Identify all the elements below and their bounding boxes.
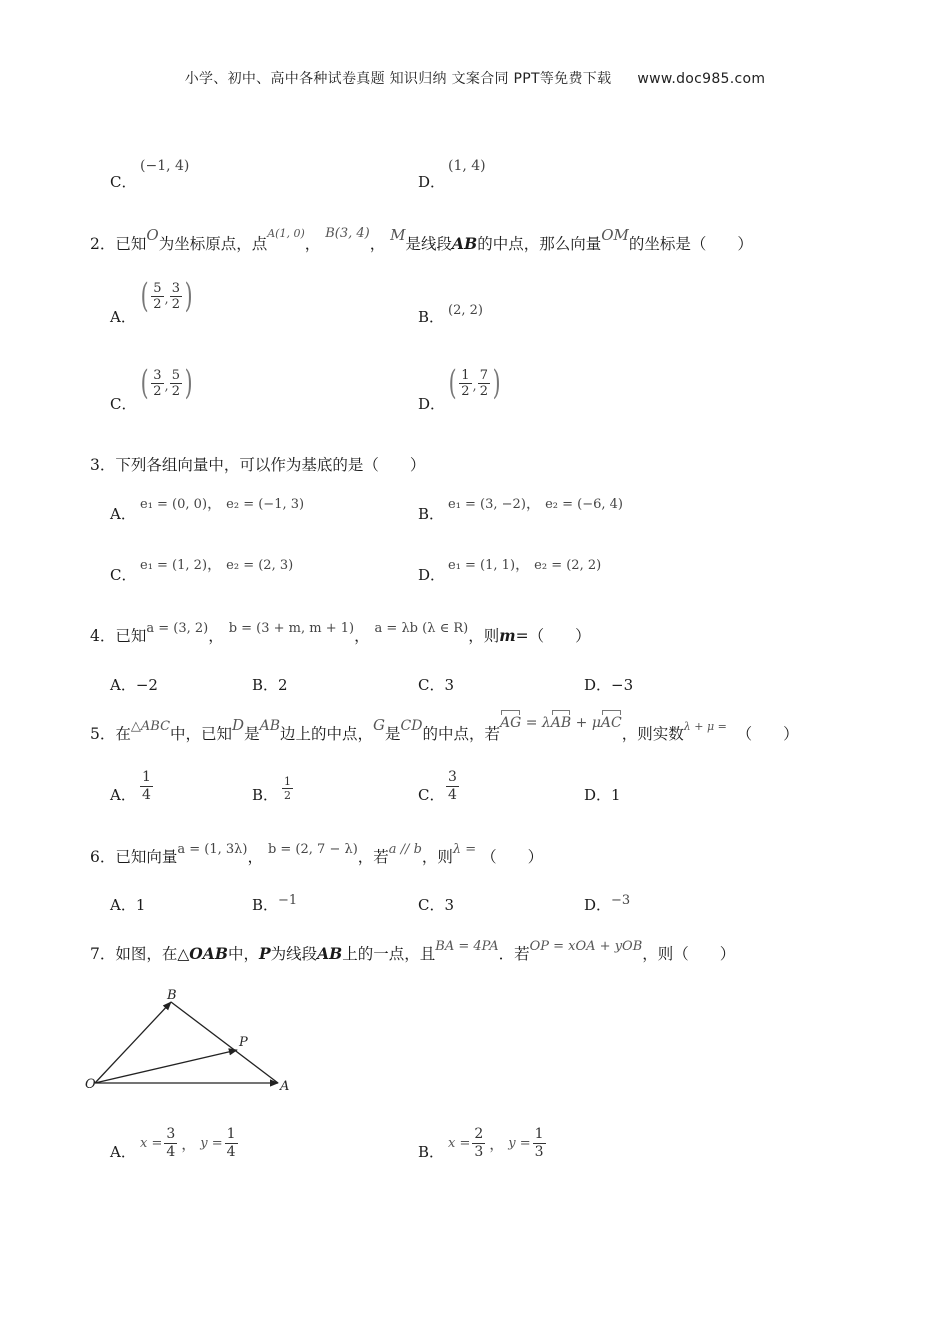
q7-label-p: P <box>239 1035 248 1050</box>
q6-comma: ， <box>247 848 264 866</box>
q3-option-b-label[interactable]: B． <box>418 505 445 523</box>
q7-a-xn: 3 <box>166 1126 176 1142</box>
q5-lambda-mu: λ + μ = <box>683 720 727 733</box>
q7-b-y: y = <box>508 1136 531 1151</box>
q2-option-b-label[interactable]: B． <box>418 308 445 326</box>
q4-vector-a: a = (3, 2) <box>146 621 209 636</box>
q4-m: m <box>499 626 516 645</box>
q6-a-value: 1 <box>135 896 146 914</box>
q4-d-label: D． <box>584 676 612 694</box>
q2-text-1: 已知 <box>115 235 147 253</box>
q5-triangle: △ABC <box>130 719 171 734</box>
q2-a-num-2: 3 <box>171 280 180 296</box>
q7-segment-ab-line <box>171 1002 278 1083</box>
q3-d-e2: e₂ = (2, 2) <box>534 558 602 573</box>
q5-segment-ab: AB <box>259 718 280 734</box>
q6-text-2: ，若 <box>357 848 389 866</box>
q6-vector-b: b = (2, 7 − λ) <box>267 842 358 857</box>
q7-a-y: y = <box>200 1136 223 1151</box>
q6-text-3: ，则 <box>421 848 453 866</box>
q3-a-comma: ， <box>207 494 223 512</box>
q5-vector-ab: AB <box>550 715 572 731</box>
q5-option-b-label[interactable]: B． <box>252 786 279 804</box>
q5-segment-cd: CD <box>400 718 423 734</box>
q3-option-c-value <box>140 553 293 574</box>
q3-option-d-value <box>448 553 601 574</box>
q7-a-xd: 4 <box>166 1144 176 1160</box>
q5-text-2: 中，已知 <box>170 725 233 743</box>
q5-text-8: （ ） <box>736 725 799 743</box>
q2-comma-2: ， <box>369 235 386 253</box>
q3-option-d-label[interactable]: D． <box>418 566 446 584</box>
q5-vector-ag: AG <box>499 715 522 731</box>
q7-label-o: O <box>85 1077 96 1092</box>
q2-option-a-label[interactable]: A． <box>110 308 136 326</box>
q4-text-2: ，则 <box>468 627 500 645</box>
q5-a-num: 1 <box>142 769 151 785</box>
q5-option-a-value <box>140 769 153 804</box>
q6-parallel: a // b <box>388 842 422 857</box>
q7-vector-ob <box>95 1002 171 1083</box>
q6-a-label: A． <box>110 896 136 914</box>
q2-d-num-1: 1 <box>461 367 470 383</box>
q2-text-5: 的坐标是（ ） <box>628 235 753 253</box>
q5-point-d: D <box>232 716 245 734</box>
q5-text-4: 边上的中点， <box>280 725 374 743</box>
q4-b-value: 2 <box>278 676 288 694</box>
q4-d-value: −3 <box>611 676 634 694</box>
q7-text-2: 中， <box>227 945 259 963</box>
q7-label-a: A <box>280 1079 290 1094</box>
q7-vector-op <box>95 1050 237 1083</box>
q6-d-value: −3 <box>611 893 631 908</box>
q4-text-3: =（ ） <box>515 627 591 645</box>
q7-option-b-value <box>448 1126 546 1161</box>
q6-c-label: C． <box>418 896 445 914</box>
q2-point-a: A(1, 0) <box>267 227 305 240</box>
q2-option-d-label[interactable]: D． <box>418 395 446 413</box>
q2-text-2: 为坐标原点，点 <box>158 235 268 253</box>
header-site-link[interactable]: www.doc985.com <box>637 71 766 87</box>
q3-c-comma: ， <box>207 555 223 573</box>
q3-a-e2: e₂ = (−1, 3) <box>226 497 305 512</box>
q2-number: 2． <box>90 235 116 253</box>
q7-segment-ab: AB <box>317 944 343 963</box>
q2-option-c-label[interactable]: C． <box>110 395 137 413</box>
q2-option-c-value: ( $\frac{3}{2}$ , $\frac{5}{2}$ ) <box>140 363 193 403</box>
q4-vector-b: b = (3 + m, m + 1) <box>228 621 355 636</box>
q7-option-a-value <box>140 1126 238 1161</box>
q4-option-b[interactable] <box>252 674 288 695</box>
q7-number: 7． <box>90 945 116 963</box>
q1-option-d-label[interactable]: D． <box>418 173 446 191</box>
q6-number: 6． <box>90 848 116 866</box>
q2-vector-om: OM <box>601 226 629 244</box>
q1-option-c-label[interactable]: C． <box>110 173 137 191</box>
q7-b-comma: ， <box>489 1135 505 1153</box>
q4-a-value: −2 <box>135 676 158 694</box>
q2-a-den-2: 2 <box>171 296 180 312</box>
q3-d-comma: ， <box>515 555 531 573</box>
q7-text-4: 上的一点，且 <box>342 945 436 963</box>
q2-text-3: 是线段 <box>405 235 453 253</box>
q5-c-num: 3 <box>448 769 457 785</box>
q3-stem <box>90 453 425 475</box>
q2-text-4: 的中点，那么向量 <box>477 235 602 253</box>
q2-point-b: B(3, 4) <box>325 226 370 241</box>
q5-d-label: D． <box>584 786 612 804</box>
q1-option-d-value: (1, 4) <box>448 158 486 174</box>
q2-stem <box>90 226 753 254</box>
q3-option-a-label[interactable]: A． <box>110 505 136 523</box>
q4-relation: a = λb (λ ∈ R) <box>374 621 469 636</box>
q6-d-label: D． <box>584 896 612 914</box>
q2-c-num-1: 3 <box>153 367 162 383</box>
q5-plus: + μ <box>571 715 601 731</box>
q6-option-b[interactable] <box>252 894 297 915</box>
page-header <box>0 68 950 88</box>
q3-b-e1: e₁ = (3, −2) <box>448 497 526 512</box>
q2-a-den-1: 2 <box>153 296 162 312</box>
q5-b-den: 2 <box>284 789 291 802</box>
q5-option-b-value <box>282 775 293 802</box>
q2-d-num-2: 7 <box>479 367 488 383</box>
q7-vector-equation: OP = xOA + yOB <box>529 939 643 954</box>
q3-number: 3． <box>90 456 116 474</box>
q5-option-d[interactable] <box>584 784 621 805</box>
q5-stem <box>90 715 799 744</box>
q6-b-value: −1 <box>278 893 298 908</box>
q3-option-b-value <box>448 492 623 513</box>
q7-a-x: x = <box>140 1136 163 1151</box>
q7-a-yd: 4 <box>226 1144 236 1160</box>
q2-a-num-1: 5 <box>153 280 162 296</box>
q7-a-comma: ， <box>181 1135 197 1153</box>
q5-option-a-label[interactable]: A． <box>110 786 136 804</box>
q7-option-b-label[interactable]: B． <box>418 1143 445 1161</box>
q2-option-d-value: ( $\frac{1}{2}$ , $\frac{7}{2}$ ) <box>448 363 501 403</box>
q5-eq: = λ <box>521 715 551 731</box>
q1-option-c-value: (−1, 4) <box>140 158 190 174</box>
q6-vector-a: a = (1, 3λ) <box>177 842 248 857</box>
q5-text-1: 在 <box>115 725 131 743</box>
q4-text-1: 已知 <box>115 627 147 645</box>
q3-c-e2: e₂ = (2, 3) <box>226 558 294 573</box>
q4-a-label: A． <box>110 676 136 694</box>
q7-point-p: P <box>258 944 271 963</box>
q4-number: 4． <box>90 627 116 645</box>
q2-option-a-value: ( $\frac{5}{2}$ , $\frac{3}{2}$ ) <box>140 276 193 316</box>
q3-b-comma: ， <box>525 494 541 512</box>
q4-c-value: 3 <box>444 676 455 694</box>
q3-c-e1: e₁ = (1, 2) <box>140 558 208 573</box>
q2-point-m: M <box>390 226 406 244</box>
q2-c-den-2: 2 <box>171 383 180 399</box>
q7-b-yd: 3 <box>534 1144 544 1160</box>
q6-c-value: 3 <box>444 896 455 914</box>
q6-option-a[interactable] <box>110 894 145 915</box>
q2-c-den-1: 2 <box>153 383 162 399</box>
q7-relation: BA = 4PA <box>435 939 499 954</box>
q7-text-3: 为线段 <box>270 945 318 963</box>
q7-label-b: B <box>167 988 177 1003</box>
q7-option-a-label[interactable]: A． <box>110 1143 136 1161</box>
q3-d-e1: e₁ = (1, 1) <box>448 558 516 573</box>
q5-text-3: 是 <box>244 725 260 743</box>
q3-option-a-value <box>140 492 304 513</box>
q2-point-o: O <box>146 226 159 244</box>
q7-triangle-oab: OAB <box>189 944 228 963</box>
q2-d-den-2: 2 <box>479 383 488 399</box>
q7-b-xd: 3 <box>474 1144 484 1160</box>
q6-option-c[interactable] <box>418 894 454 915</box>
q5-vector-equation <box>500 715 622 731</box>
q2-comma-1: ， <box>304 235 321 253</box>
q7-a-yn: 1 <box>226 1126 236 1142</box>
q5-point-g: G <box>373 716 385 734</box>
q7-b-yn: 1 <box>534 1126 544 1142</box>
q2-option-b-value: (2, 2) <box>448 303 483 318</box>
q7-b-x: x = <box>448 1136 471 1151</box>
q5-text-5: 是 <box>385 725 401 743</box>
q6-lambda: λ = <box>452 842 477 857</box>
q6-b-label: B． <box>252 896 279 914</box>
q3-a-e1: e₁ = (0, 0) <box>140 497 208 512</box>
q5-a-den: 4 <box>142 787 151 803</box>
q5-b-num: 1 <box>284 775 291 788</box>
q7-b-xn: 2 <box>474 1126 484 1142</box>
q4-stem: 4．已知$^{a = (3, 2)}$， $^{b = (3 + m, m + 1)}$， $^{a = \lambda b (\lambda \in R)}$，则m=（ ） <box>90 621 591 645</box>
q3-text: 下列各组向量中，可以作为基底的是（ ） <box>115 456 426 474</box>
q5-vector-ac: AC <box>600 715 622 731</box>
q5-number: 5． <box>90 725 116 743</box>
q2-d-den-1: 2 <box>461 383 470 399</box>
q7-text-1: 如图，在△ <box>115 945 190 963</box>
q5-d-value: 1 <box>611 786 621 804</box>
q4-option-d[interactable] <box>584 674 633 695</box>
q7-text-5: ．若 <box>498 945 530 963</box>
q2-c-num-2: 5 <box>171 367 180 383</box>
q6-option-d[interactable] <box>584 894 630 915</box>
q4-c-label: C． <box>418 676 445 694</box>
q4-option-a[interactable] <box>110 674 158 695</box>
q5-option-c-label[interactable]: C． <box>418 786 445 804</box>
q4-b-label: B． <box>252 676 279 694</box>
q6-text-1: 已知向量 <box>115 848 178 866</box>
q3-b-e2: e₂ = (−6, 4) <box>545 497 623 512</box>
q2-segment-ab: AB <box>452 234 478 253</box>
header-text: 小学、初中、高中各种试卷真题 知识归纳 文案合同 PPT等免费下载 <box>184 71 612 87</box>
q4-option-c[interactable] <box>418 674 454 695</box>
q3-option-c-label[interactable]: C． <box>110 566 137 584</box>
q5-c-den: 4 <box>448 787 457 803</box>
q7-triangle-figure <box>80 982 300 1097</box>
q7-text-6: ，则（ ） <box>642 945 736 963</box>
q5-text-7: ，则实数 <box>621 725 684 743</box>
q5-text-6: 的中点，若 <box>422 725 500 743</box>
q6-text-4: （ ） <box>481 848 544 866</box>
q6-stem <box>90 842 544 867</box>
q5-option-c-value <box>446 769 459 804</box>
q7-stem <box>90 939 736 964</box>
